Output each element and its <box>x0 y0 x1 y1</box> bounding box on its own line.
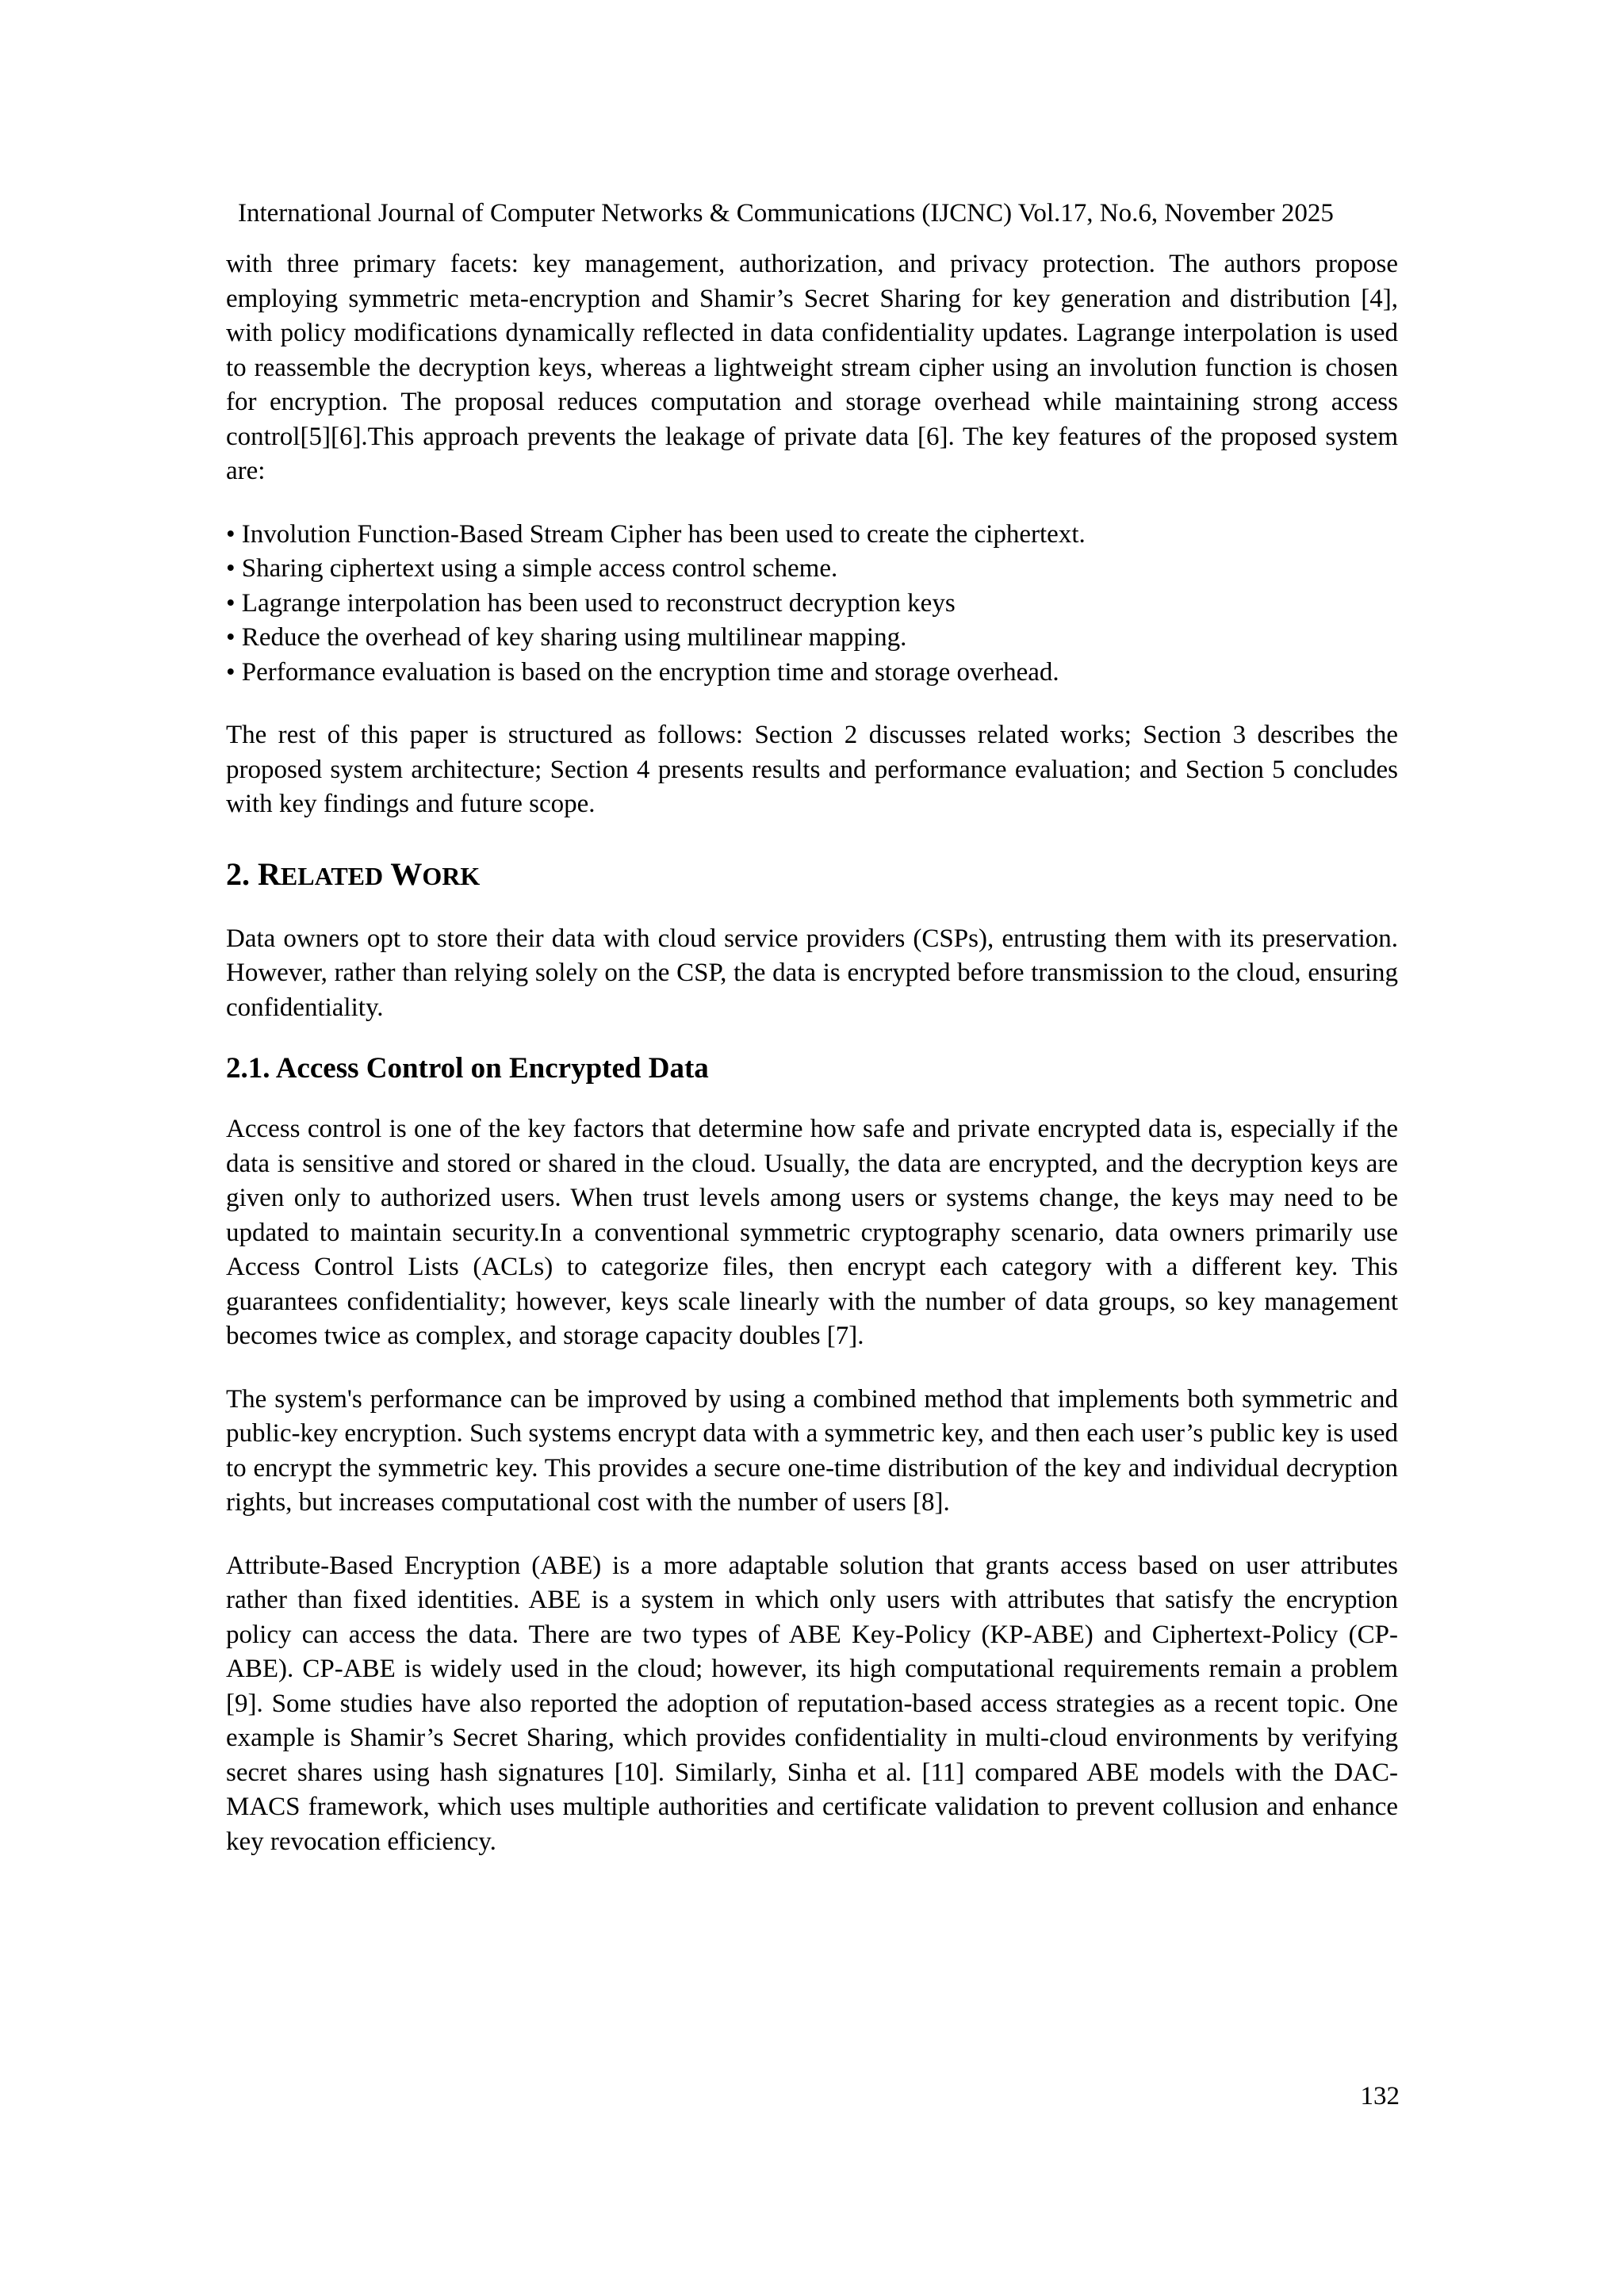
key-feature-item: • Involution Function-Based Stream Cipher has been used to create the ciphertext. <box>226 519 1086 549</box>
section-title-part: W <box>383 855 423 892</box>
section-2-paragraph-1: Data owners opt to store their data with cloud service providers (CSPs), entrusting them with its preservation. However, rather than relying solely on the CSP, the data is encrypted before transmission to the cloud, ensuring confidentiality. <box>226 924 1398 1022</box>
spacer <box>226 898 1398 922</box>
intro-paragraph-2: The rest of this paper is structured as follows: Section 2 discusses related works; Section 3 describes the proposed system architecture; Section 4 presents results and performance evaluation; and Section 5 concludes with key findings and future scope. <box>226 721 1398 818</box>
spacer <box>226 690 1398 718</box>
spacer <box>226 1025 1398 1049</box>
section-heading-related-work <box>226 852 1398 898</box>
spacer <box>226 1089 1398 1112</box>
spacer <box>226 822 1398 852</box>
key-feature-item: • Reduce the overhead of key sharing using multilinear mapping. <box>226 623 907 652</box>
section-2-1-paragraph-1: Access control is one of the key factors that determine how safe and private encrypted data is, especially if the data is sensitive and stored or shared in the cloud. Usually, the data are encrypted, and the decryption keys are given only to authorized users. When trust levels among users or systems change, the keys may need to be updated to maintain security.In a conventional symmetric cryptography scenario, data owners primarily use Access Control Lists (ACLs) to categorize files, then encrypt each category with a different key. This guarantees confidentiality; however, keys scale linearly with the number of data groups, so key management becomes twice as complex, and storage capacity doubles [7]. <box>226 1115 1398 1350</box>
key-feature-item: • Performance evaluation is based on the encryption time and storage overhead. <box>226 657 1059 687</box>
page-content <box>226 247 1398 1859</box>
running-header: International Journal of Computer Networks & Communications (IJCNC) Vol.17, No.6, November 2025 <box>238 199 1334 228</box>
section-2-1-paragraph-2: The system's performance can be improved by using a combined method that implements both symmetric and public-key encryption. Such systems encrypt data with a symmetric key, and then each user’s public key is used to encrypt the symmetric key. This provides a secure one-time distribution of the key and individual decryption rights, but increases computational cost with the number of users [8]. <box>226 1384 1398 1517</box>
section-2-1-paragraph-3: Attribute-Based Encryption (ABE) is a more adaptable solution that grants access based on user attributes rather than fixed identities. ABE is a system in which only users with attributes that satisfy the encryption policy can access the data. There are two types of ABE Key-Policy (KP-ABE) and Ciphertext-Policy (CP-ABE). CP-ABE is widely used in the cloud; however, its high computational requirements remain a problem [9]. Some studies have also reported the adoption of reputation-based access strategies as a recent topic. One example is Shamir’s Secret Sharing, which provides confidentiality in multi-cloud environments by verifying secret shares using hash signatures [10]. Similarly, Sinha et al. [11] compared ABE models with the DAC-MACS framework, which uses multiple authorities and certificate validation to prevent collusion and enhance key revocation efficiency. <box>226 1551 1398 1856</box>
key-feature-item: • Lagrange interpolation has been used to reconstruct decryption keys <box>226 588 956 618</box>
section-title-part: ORK <box>422 861 481 890</box>
spacer <box>226 489 1398 518</box>
section-number: 2. R <box>226 855 281 892</box>
page-number: 132 <box>1360 2082 1400 2110</box>
key-features-list <box>226 518 1398 691</box>
spacer <box>226 1521 1398 1549</box>
subsection-heading-access-control: 2.1. Access Control on Encrypted Data <box>226 1052 709 1085</box>
spacer <box>226 1354 1398 1383</box>
key-feature-item: • Sharing ciphertext using a simple access control scheme. <box>226 554 838 583</box>
section-title-part: ELATED <box>280 861 384 890</box>
intro-paragraph-1: with three primary facets: key management, authorization, and privacy protection. The authors propose employing symmetric meta-encryption and Shamir’s Secret Sharing for key generation and distribution [4], with policy modifications dynamically reflected in data confidentiality updates. Lagrange interpolation is used to reassemble the decryption keys, whereas a lightweight stream cipher using an involution function is chosen for encryption. The proposal reduces computation and storage overhead while maintaining strong access control[5][6].This approach prevents the leakage of private data [6]. The key features of the proposed system are: <box>226 250 1398 485</box>
